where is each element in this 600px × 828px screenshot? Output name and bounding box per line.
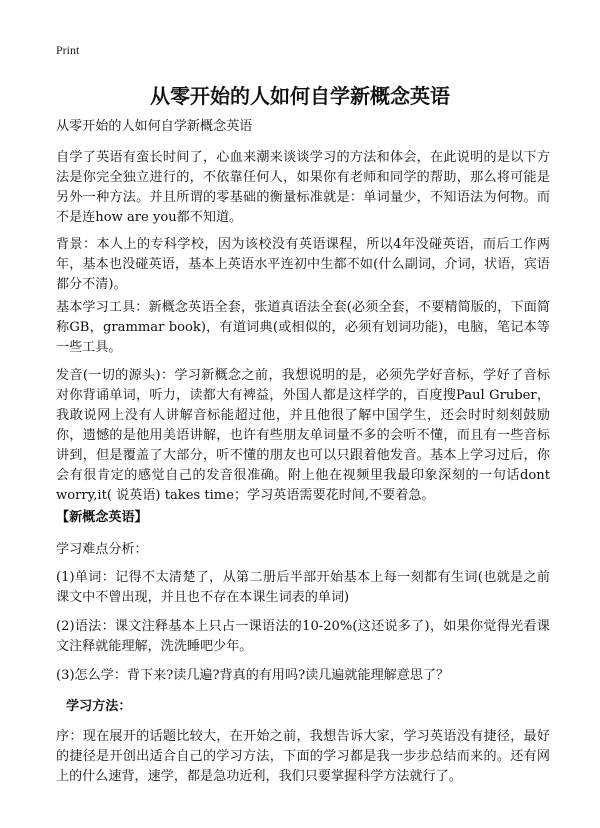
difficulty-intro: 学习难点分析： [56,542,148,557]
intro-paragraph: 自学了英语有蛮长时间了，心血来潮来谈谈学习的方法和体会，在此说明的是以下方法是你完全独立进行的，不依靠任何人，如果你有老师和同学的帮助，那么将可能是另外一种方法。并且所谓的零基础的衡量标准就是：单词量少，不知语法为何物。而不是连how are you都不知道。 [56,150,550,225]
tools-paragraph: 基本学习工具：新概念英语全套，张道真语法全套(必须全套，不要精简版的，下面简称GB，grammar book)，有道词典(或相似的，必须有划词功能)，电脑，笔记本等一些工具。 [56,300,550,355]
section-heading-methods: 学习方法： [66,699,132,714]
background-paragraph: 背景：本人上的专科学校，因为该校没有英语课程，所以4年没碰英语，而后工作两年，基本也没碰英语，基本上英语水平连初中生都不如(什么副词，介词，状语，宾语都分不清)。 [56,237,550,292]
subtitle: 从零开始的人如何自学新概念英语 [56,119,253,134]
page-title: 从零开始的人如何自学新概念英语 [150,84,450,108]
section-heading-new-concept: 【新概念英语】 [56,510,148,525]
print-label[interactable]: Print [56,43,80,57]
pronunciation-paragraph: 发音(一切的源头)：学习新概念之前，我想说明的是，必须先学好音标，学好了音标对你背诵单词，听力，读都大有裨益，外国人都是这样学的，百度搜Paul Gruber，我敢说网上没有人讲解音标能超过他，并且他很了解中国学生，还会时时刻刻鼓励你，遗憾的是他用美语讲解，也许有些朋友单词量不多的会听不懂，而且有一些音标讲到，但是覆盖了大部分，听不懂的朋友也可以只跟着他发音。基本上学习过后，你会有很肯定的感觉自己的发音很准确。附上他在视频里我最印象深刻的一句话dont worry,it( 说英语) takes time；学习英语需要花时间,不要着急。 [56,368,550,503]
difficulty-point-3: (3)怎么学：背下来?读几遍?背真的有用吗?读几遍就能理解意思了？ [56,668,450,683]
method-paragraph: 序：现在展开的话题比较大，在开始之前，我想告诉大家，学习英语没有捷径，最好的捷径是开创出适合自己的学习方法，下面的学习都是我一步步总结而来的。还有网上的什么速背，速学，都是急功近利，我们只要掌握科学方法就行了。 [56,729,550,784]
difficulty-point-1: (1)单词：记得不太清楚了，从第二册后半部开始基本上每一刻都有生词(也就是之前课文中不曾出现，并且也不存在本课生词表的单词) [56,570,550,605]
difficulty-point-2: (2)语法：课文注释基本上只占一课语法的10-20%(这还说多了)，如果你觉得光看课文注释就能理解，洗洗睡吧少年。 [56,619,550,654]
